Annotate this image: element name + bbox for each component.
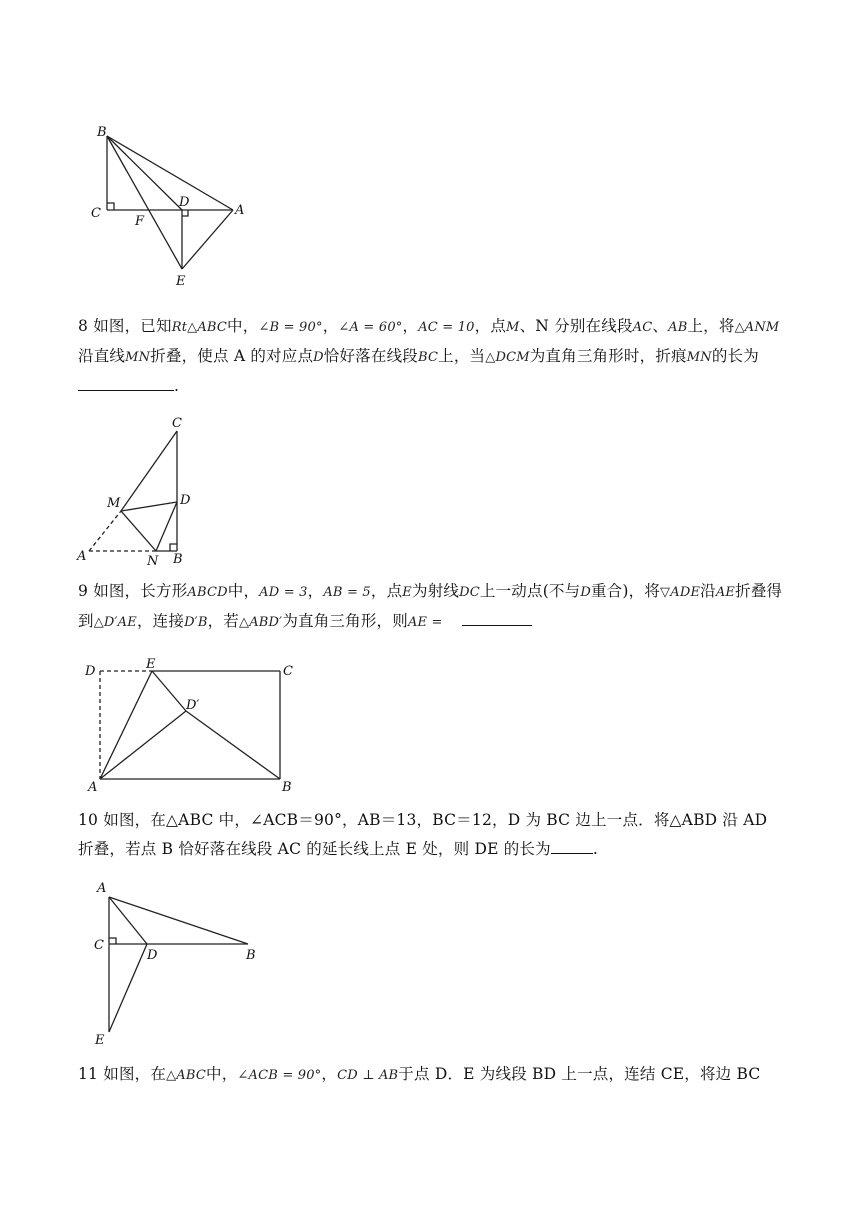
answer-blank[interactable] — [551, 839, 593, 854]
label-c: C — [172, 416, 182, 431]
label-c: C — [94, 938, 104, 953]
label-b: B — [173, 552, 183, 567]
question-number: 11 — [78, 1065, 99, 1083]
question-8: 8 如图，已知Rt△ABC中，∠B = 90°，∠A = 60°，AC = 10，点M、N 分别在线段AC、AB上，将△ANM沿直线MN折叠，使点 A 的对应点D恰好落在线段BC上，当△DCM为直角三角形时，折痕MN的长为. — [78, 317, 780, 395]
label-a: A — [97, 881, 107, 896]
label-a: A — [77, 549, 87, 564]
label-d: D — [180, 493, 191, 508]
label-e: E — [146, 657, 156, 672]
figure-q7-svg — [80, 120, 260, 290]
label-c: C — [283, 664, 293, 679]
label-f: F — [135, 214, 145, 229]
answer-blank[interactable] — [78, 376, 174, 391]
figure-q10 — [90, 878, 270, 1048]
question-number: 10 — [78, 811, 99, 829]
question-number: 9 — [78, 582, 89, 600]
figure-q7 — [80, 120, 260, 290]
answer-blank[interactable] — [462, 611, 532, 626]
label-b: B — [97, 125, 107, 140]
label-d: D — [147, 948, 158, 963]
label-n: N — [147, 554, 159, 569]
label-b: B — [246, 948, 256, 963]
label-e: E — [176, 274, 186, 289]
figure-q10-svg — [90, 878, 270, 1048]
label-c: C — [91, 206, 101, 221]
question-10: 10 如图，在△ABC 中，∠ACB＝90°，AB＝13，BC＝12，D 为 BC 边上一点．将△ABD 沿 AD 折叠，若点 B 恰好落在线段 AC 的延长线上点 E 处，则 DE 的长为 . — [78, 811, 768, 858]
label-e: E — [95, 1033, 105, 1048]
label-a: A — [235, 203, 245, 218]
question-9: 9 如图，长方形ABCD中，AD = 3，AB = 5，点E为射线DC上一动点(不与D重合)，将▽ADE沿AE折叠得到△D′AE，连接D′B，若△ABD′为直角三角形，则AE = — [78, 582, 783, 630]
label-m: M — [107, 496, 121, 511]
figure-q8-svg — [72, 410, 202, 569]
label-d-prime: D′ — [186, 698, 200, 713]
label-d: D — [85, 664, 96, 679]
label-d: D — [179, 195, 190, 210]
question-number: 8 — [78, 317, 89, 335]
figure-q8 — [72, 410, 202, 569]
figure-q9-svg — [80, 655, 305, 795]
label-b: B — [282, 780, 292, 795]
label-a: A — [88, 780, 98, 795]
figure-q9 — [80, 655, 305, 795]
question-11: 11 如图，在△ABC中，∠ACB = 90°，CD ⊥ AB于点 D．E 为线段 BD 上一点，连结 CE，将边 BC — [78, 1065, 761, 1083]
